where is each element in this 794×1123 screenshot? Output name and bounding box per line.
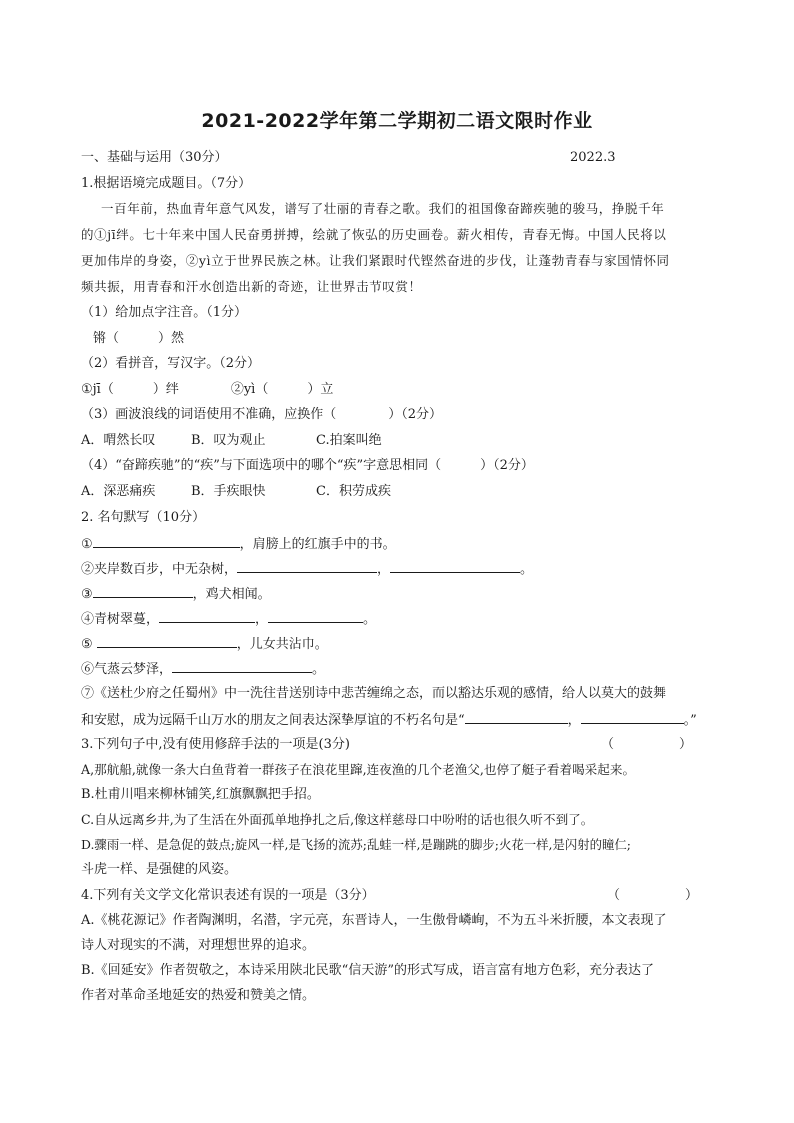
answer-blank[interactable] (159, 609, 255, 623)
page-title: 2021-2022学年第二学期初二语文限时作业 (201, 110, 593, 132)
q2-item-7-line-1: ⑦《送杜少府之任蜀州》中一洗往昔送别诗中悲苦缠绵之态，而以豁达乐观的感情，给人以莫大的鼓舞 (81, 686, 667, 701)
q1-stem: 1.根据语境完成题目。（7分） (81, 176, 252, 191)
q1-sub2-items: ①jī（ ）绊 ②yì（ ）立 (81, 382, 334, 397)
q1-sub3-options (81, 432, 721, 450)
q3-option-c: C.自从远离乡井,为了生活在外面孤单地挣扎之后,像这样慈母口中吩咐的话也很久听不到了。 (81, 812, 594, 827)
q2-item-4: ④青树翠蔓， ， 。 (81, 609, 721, 629)
q1-passage-line-3: 更加伟岸的身姿，②yì立于世界民族之林。让我们紧跟时代铿然奋进的步伐，让蓬勃青春与家国情怀同 (81, 253, 670, 268)
answer-blank[interactable] (97, 634, 237, 648)
answer-blank[interactable] (465, 710, 568, 724)
q1-sub1: （1）给加点字注音。（1分） (81, 305, 248, 320)
answer-blank[interactable] (93, 584, 193, 598)
q4-option-a-line-1: A.《桃花源记》作者陶渊明，名潜，字元亮，东晋诗人，一生傲骨嶙峋，不为五斗米折腰，本文表现了 (81, 913, 667, 928)
answer-blank[interactable] (581, 710, 684, 724)
answer-paren[interactable]: （ ） (601, 737, 693, 752)
q2-stem: 2. 名句默写（10分） (81, 510, 206, 525)
q4-stem: 4.下列有关文学文化常识表述有误的一项是（3分） （ ） (81, 888, 699, 903)
q4-option-b-line-1: B.《回延安》作者贺敬之，本诗采用陕北民歌“信天游”的形式写成，语言富有地方色彩，充分表达了 (81, 963, 654, 978)
q1-sub4-options (81, 483, 721, 501)
answer-blank[interactable] (93, 534, 240, 548)
q2-item-1: ① ，肩膀上的红旗手中的书。 (81, 534, 721, 554)
section-title: 一、基础与运用（30分） (81, 150, 228, 165)
q1-sub4: （4）“奋蹄疾驰”的“疾”与下面选项中的哪个“疾”字意思相同（ ）（2分） (81, 458, 534, 473)
q3-option-d-cont: 斗虎一样、是强健的风姿。 (81, 862, 238, 877)
q1-sub2: （2）看拼音，写汉字。（2分） (81, 356, 261, 371)
q1-passage-line-1: 一百年前，热血青年意气风发，谱写了壮丽的青春之歌。我们的祖国像奋蹄疾驰的骏马，挣脱千年 (101, 201, 665, 216)
answer-blank[interactable] (268, 609, 363, 623)
q2-item-7-line-2: 和安慰，成为远隔千山万水的朋友之间表达深挚厚谊的不朽名句是“ ， 。” (81, 710, 721, 730)
exam-date: 2022.3 (570, 150, 616, 165)
section-heading (81, 149, 721, 167)
option-a: A．喟然长叹 (81, 433, 156, 448)
option-c: C.拍案叫绝 (316, 433, 382, 448)
q1-passage-line-4: 频共振，用青春和汗水创造出新的奇迹，让世界击节叹赏！ (81, 279, 422, 294)
q3-option-b: B.杜甫川唱来柳林铺笑,红旗飘飘把手招。 (81, 787, 320, 802)
option-b: B．手疾眼快 (191, 484, 266, 499)
option-c: C．积劳成疾 (316, 484, 391, 499)
q3-option-d: D.骤雨一样、是急促的鼓点;旋风一样,是飞扬的流苏;乱蛙一样,是蹦跳的脚步;火花一样,是闪射的瞳仁; (81, 837, 631, 852)
option-a: A．深恶痛疾 (81, 484, 156, 499)
q4-option-a-line-2: 诗人对现实的不满，对理想世界的追求。 (81, 938, 316, 953)
q1-passage-line-2: 的①jī绊。七十年来中国人民奋勇拼搏，绘就了恢弘的历史画卷。薪火相传，青春无悔。中国人民将以 (81, 227, 667, 242)
q1-sub3: （3）画波浪线的词语使用不准确，应换作（ ）（2分） (81, 407, 443, 422)
q2-item-6: ⑥气蒸云梦泽， 。 (81, 659, 721, 679)
q2-item-5: ⑤ ，儿女共沾巾。 (81, 634, 721, 654)
q3-option-a: A,那航船,就像一条大白鱼背着一群孩子在浪花里蹿,连夜渔的几个老渔父,也停了艇子看着喝采起来。 (81, 762, 636, 777)
q3-stem: 3.下列句子中,没有使用修辞手法的一项是(3分) （ ） (81, 737, 693, 752)
q1-sub1-item: 锵（ ）然 (93, 331, 185, 346)
option-b: B．叹为观止 (191, 433, 266, 448)
answer-paren[interactable]: （ ） (607, 888, 699, 903)
answer-blank[interactable] (172, 659, 312, 673)
answer-blank[interactable] (390, 559, 520, 573)
answer-blank[interactable] (237, 559, 377, 573)
q2-item-2: ②夹岸数百步，中无杂树， ， 。 (81, 559, 721, 579)
q4-option-b-line-2: 作者对革命圣地延安的热爱和赞美之情。 (81, 988, 316, 1003)
q2-item-3: ③ ，鸡犬相闻。 (81, 584, 721, 604)
